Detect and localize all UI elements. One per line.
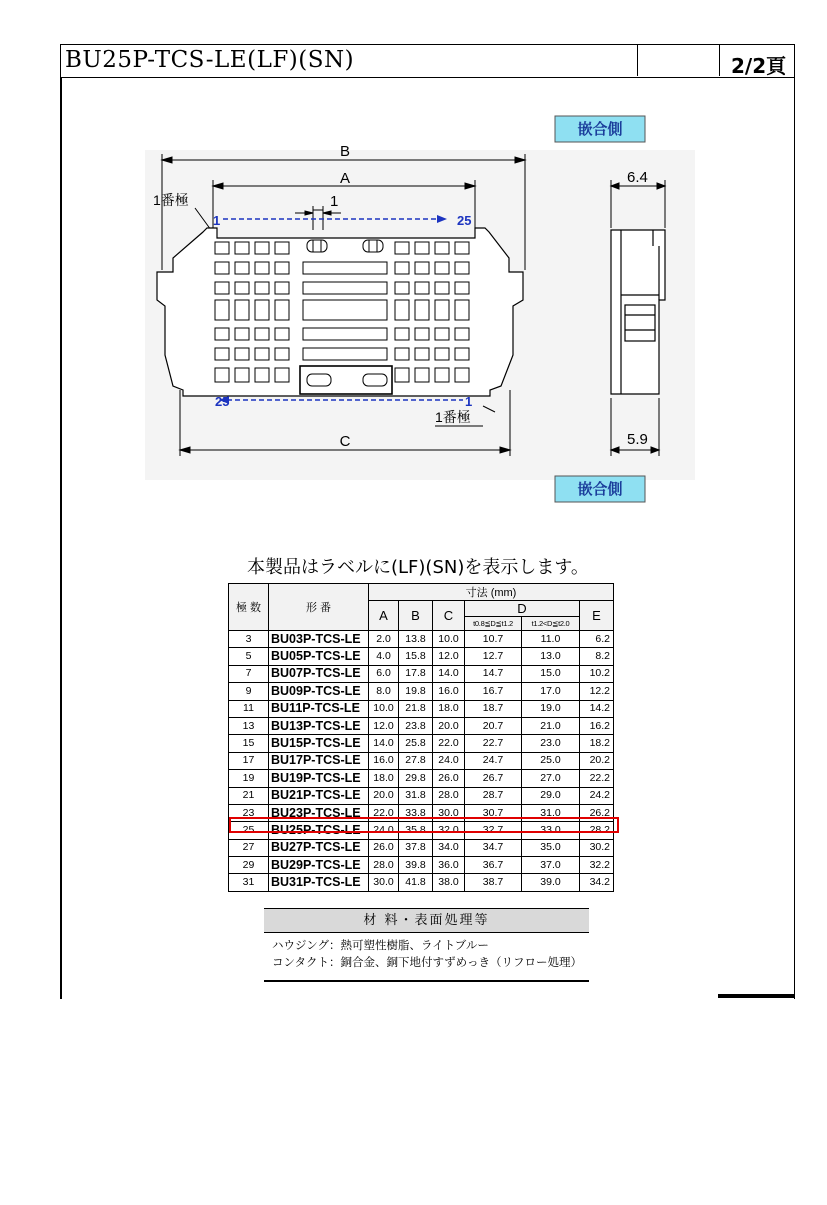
cell-poles: 11: [229, 700, 269, 717]
cell-c: 18.0: [433, 700, 465, 717]
header-E: E: [580, 601, 614, 631]
cell-b: 19.8: [399, 683, 433, 700]
cell-poles: 15: [229, 735, 269, 752]
cell-b: 35.8: [399, 822, 433, 839]
cell-d2: 39.0: [522, 874, 580, 891]
cell-part: BU05P-TCS-LE: [269, 648, 369, 665]
header-poles: 極 数: [229, 584, 269, 631]
materials-heading: 材 料・表面処理等: [264, 908, 589, 933]
cell-part: BU31P-TCS-LE: [269, 874, 369, 891]
cell-e: 16.2: [580, 717, 614, 734]
cell-poles: 27: [229, 839, 269, 856]
dimension-A-label: A: [339, 170, 351, 187]
cell-b: 37.8: [399, 839, 433, 856]
cell-part: BU07P-TCS-LE: [269, 665, 369, 682]
title-block-blank-cell: [637, 45, 720, 76]
cell-d2: 11.0: [522, 631, 580, 648]
cell-d2: 33.0: [522, 822, 580, 839]
table-row: [229, 700, 614, 717]
frame-left-border: [60, 77, 62, 999]
cell-e: 28.2: [580, 822, 614, 839]
cell-a: 2.0: [369, 631, 399, 648]
header-D: D: [465, 601, 580, 617]
cell-d2: 25.0: [522, 752, 580, 769]
materials-bottom-rule: [264, 980, 589, 982]
cell-e: 34.2: [580, 874, 614, 891]
cell-c: 10.0: [433, 631, 465, 648]
frame-right-border-lower: [794, 228, 796, 999]
cell-c: 12.0: [433, 648, 465, 665]
cell-part: BU13P-TCS-LE: [269, 717, 369, 734]
cell-d2: 13.0: [522, 648, 580, 665]
cell-poles: 19: [229, 770, 269, 787]
cell-part: BU29P-TCS-LE: [269, 857, 369, 874]
selected-row-highlight: [229, 817, 619, 833]
cell-c: 16.0: [433, 683, 465, 700]
cell-e: 26.2: [580, 804, 614, 821]
cell-d2: 29.0: [522, 787, 580, 804]
cell-b: 15.8: [399, 648, 433, 665]
page-number: 2/2頁: [731, 54, 787, 78]
cell-d1: 30.7: [465, 804, 522, 821]
cell-d1: 24.7: [465, 752, 522, 769]
cell-d2: 23.0: [522, 735, 580, 752]
cell-part: BU21P-TCS-LE: [269, 787, 369, 804]
materials-body: [272, 937, 582, 971]
cell-poles: 17: [229, 752, 269, 769]
cell-a: 24.0: [369, 822, 399, 839]
cell-part: BU25P-TCS-LE: [269, 822, 369, 839]
cell-e: 18.2: [580, 735, 614, 752]
table-row: [229, 839, 614, 856]
cell-b: 31.8: [399, 787, 433, 804]
cell-d1: 20.7: [465, 717, 522, 734]
cell-part: BU27P-TCS-LE: [269, 839, 369, 856]
header-part: 形 番: [269, 584, 369, 631]
cell-part: BU11P-TCS-LE: [269, 700, 369, 717]
cell-poles: 25: [229, 822, 269, 839]
dimension-C-label: C: [339, 433, 351, 450]
cell-d1: 26.7: [465, 770, 522, 787]
cell-d1: 28.7: [465, 787, 522, 804]
cell-c: 14.0: [433, 665, 465, 682]
cell-a: 4.0: [369, 648, 399, 665]
header-D2: t1.2<D≦t2.0: [522, 617, 580, 631]
cell-d2: 31.0: [522, 804, 580, 821]
cell-c: 30.0: [433, 804, 465, 821]
header-A: A: [369, 601, 399, 631]
cell-c: 28.0: [433, 787, 465, 804]
cell-b: 25.8: [399, 735, 433, 752]
cell-d2: 37.0: [522, 857, 580, 874]
cell-b: 29.8: [399, 770, 433, 787]
cell-poles: 29: [229, 857, 269, 874]
cell-d2: 21.0: [522, 717, 580, 734]
cell-d1: 18.7: [465, 700, 522, 717]
cell-part: BU23P-TCS-LE: [269, 804, 369, 821]
cell-d1: 14.7: [465, 665, 522, 682]
table-row: [229, 874, 614, 891]
materials-housing: ハウジング：熱可塑性樹脂、ライトブルー: [272, 938, 489, 952]
pin1-label-top: 1番極: [153, 192, 189, 208]
cell-c: 36.0: [433, 857, 465, 874]
cell-d2: 19.0: [522, 700, 580, 717]
connector-side-view: [611, 230, 665, 394]
cell-d2: 15.0: [522, 665, 580, 682]
header-B: B: [399, 601, 433, 631]
pin-start-top: 1: [213, 213, 221, 228]
cell-c: 22.0: [433, 735, 465, 752]
cell-c: 34.0: [433, 839, 465, 856]
side-width-top-label: 6.4: [627, 169, 648, 186]
table-row: [229, 717, 614, 734]
cell-e: 20.2: [580, 752, 614, 769]
cell-poles: 31: [229, 874, 269, 891]
mating-side-badge-top: [555, 116, 645, 142]
mating-side-label-top: 嵌合側: [577, 121, 623, 138]
cell-poles: 7: [229, 665, 269, 682]
cell-e: 10.2: [580, 665, 614, 682]
dimension-table: [228, 583, 614, 892]
cell-part: BU19P-TCS-LE: [269, 770, 369, 787]
cell-a: 8.0: [369, 683, 399, 700]
cell-a: 10.0: [369, 700, 399, 717]
cell-a: 12.0: [369, 717, 399, 734]
cell-d2: 17.0: [522, 683, 580, 700]
mating-side-label-bottom: 嵌合側: [577, 481, 623, 498]
header-D1: t0.8≦D≦t1.2: [465, 617, 522, 631]
cell-e: 32.2: [580, 857, 614, 874]
cell-e: 22.2: [580, 770, 614, 787]
cell-poles: 13: [229, 717, 269, 734]
table-row: [229, 665, 614, 682]
dimension-B-label: B: [339, 143, 351, 160]
cell-a: 16.0: [369, 752, 399, 769]
title-block: [60, 44, 795, 78]
cell-e: 12.2: [580, 683, 614, 700]
table-row: [229, 857, 614, 874]
cell-c: 32.0: [433, 822, 465, 839]
table-row: [229, 787, 614, 804]
cell-b: 23.8: [399, 717, 433, 734]
frame-right-border: [794, 77, 796, 253]
cell-e: 14.2: [580, 700, 614, 717]
cell-part: BU15P-TCS-LE: [269, 735, 369, 752]
table-row: [229, 683, 614, 700]
cell-a: 14.0: [369, 735, 399, 752]
table-row: [229, 631, 614, 648]
connector-drawing: [145, 121, 700, 510]
cell-d1: 36.7: [465, 857, 522, 874]
materials-contact: コンタクト：銅合金、銅下地付すずめっき（リフロー処理）: [272, 955, 583, 969]
cell-c: 24.0: [433, 752, 465, 769]
cell-b: 21.8: [399, 700, 433, 717]
cell-poles: 9: [229, 683, 269, 700]
cell-e: 30.2: [580, 839, 614, 856]
cell-b: 13.8: [399, 631, 433, 648]
table-row: [229, 770, 614, 787]
cell-c: 38.0: [433, 874, 465, 891]
cell-d2: 27.0: [522, 770, 580, 787]
frame-bottom-bar: [718, 994, 795, 998]
cell-d1: 32.7: [465, 822, 522, 839]
cell-c: 26.0: [433, 770, 465, 787]
cell-e: 8.2: [580, 648, 614, 665]
table-row: [229, 648, 614, 665]
cell-a: 18.0: [369, 770, 399, 787]
pin1-label-bottom: 1番極: [435, 409, 471, 425]
cell-b: 39.8: [399, 857, 433, 874]
pin-end-top: 25: [457, 213, 472, 228]
cell-poles: 3: [229, 631, 269, 648]
cell-a: 6.0: [369, 665, 399, 682]
label-notice: 本製品はラベルに(LF)(SN)を表示します。: [247, 557, 589, 578]
pitch-dimension-label: 1: [330, 193, 339, 210]
cell-part: BU17P-TCS-LE: [269, 752, 369, 769]
cell-poles: 5: [229, 648, 269, 665]
table-row: [229, 752, 614, 769]
cell-d1: 34.7: [465, 839, 522, 856]
cell-d1: 22.7: [465, 735, 522, 752]
side-width-bottom-label: 5.9: [627, 431, 648, 448]
pin-end-bottom: 1: [465, 394, 473, 409]
header-dimensions: 寸法 (mm): [369, 584, 614, 601]
cell-part: BU09P-TCS-LE: [269, 683, 369, 700]
cell-d1: 38.7: [465, 874, 522, 891]
mating-side-badge-bottom: [555, 476, 645, 502]
table-row: [229, 735, 614, 752]
header-C: C: [433, 601, 465, 631]
page-title: BU25P-TCS-LE(LF)(SN): [65, 47, 355, 73]
cell-a: 26.0: [369, 839, 399, 856]
cell-b: 17.8: [399, 665, 433, 682]
cell-poles: 21: [229, 787, 269, 804]
cell-d1: 10.7: [465, 631, 522, 648]
cell-c: 20.0: [433, 717, 465, 734]
cell-a: 22.0: [369, 804, 399, 821]
cell-e: 6.2: [580, 631, 614, 648]
cell-a: 30.0: [369, 874, 399, 891]
cell-d2: 35.0: [522, 839, 580, 856]
cell-b: 27.8: [399, 752, 433, 769]
cell-d1: 12.7: [465, 648, 522, 665]
cell-d1: 16.7: [465, 683, 522, 700]
pin-start-bottom: 25: [215, 394, 230, 409]
cell-e: 24.2: [580, 787, 614, 804]
cell-a: 20.0: [369, 787, 399, 804]
cell-b: 41.8: [399, 874, 433, 891]
cell-a: 28.0: [369, 857, 399, 874]
cell-poles: 23: [229, 804, 269, 821]
cell-b: 33.8: [399, 804, 433, 821]
cell-part: BU03P-TCS-LE: [269, 631, 369, 648]
